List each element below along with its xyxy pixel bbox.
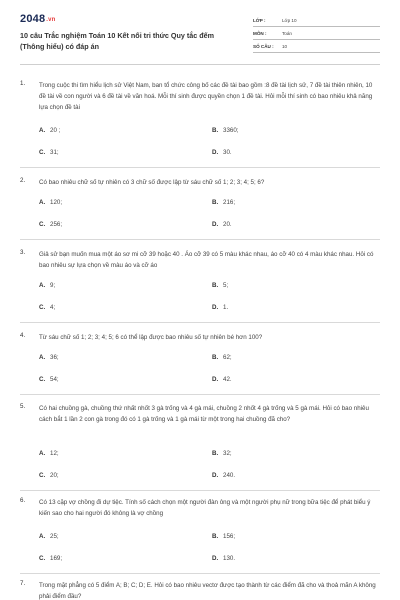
meta-row-subject (253, 27, 380, 40)
choice-c[interactable] (39, 149, 59, 156)
question-text: Có 13 cặp vợ chồng đi dự tiệc. Tính số cách chọn một người đàn ông và một người phụ nữ trong bữa tiệc để phát biểu ý kiến sao cho hai người đó không là vợ chồng (39, 499, 371, 517)
choice-letter: B. (212, 533, 219, 540)
choice-letter: D. (212, 376, 219, 383)
question-number: 2. (20, 177, 26, 184)
site-logo[interactable] (20, 13, 56, 25)
document-header (0, 0, 400, 66)
question-text: Có hai chuồng gà, chuồng thứ nhất nhốt 3 gà trống và 4 gà mái, chuồng 2 nhốt 4 gà trống và 5 gà mái. Hỏi có bao nhiêu cách bắt 1 lần 2 con gà trong đó có 1 gà trống và 1 gà mái từ một trong hai chuồng đã cho? (39, 405, 369, 423)
choice-a[interactable] (39, 450, 59, 457)
choice-letter: A. (39, 127, 46, 134)
meta-key: SỐ CÂU : (253, 43, 274, 49)
choice-a[interactable] (39, 354, 59, 361)
document-title: 10 câu Trắc nghiệm Toán 10 Kết nối tri thức Quy tắc đếm (Thông hiểu) có đáp án (20, 31, 214, 51)
choice-c[interactable] (39, 221, 62, 228)
meta-value: 10 (282, 43, 288, 49)
choice-text: 20; (50, 472, 59, 479)
choice-letter: B. (212, 199, 219, 206)
question-number: 6. (20, 497, 26, 504)
question-number: 4. (20, 332, 26, 339)
choice-letter: A. (39, 282, 46, 289)
meta-row-count (253, 40, 380, 53)
choice-letter: A. (39, 450, 46, 457)
choice-c[interactable] (39, 304, 55, 311)
question-divider (20, 322, 380, 323)
choice-text: 3360; (223, 127, 239, 134)
choice-a[interactable] (39, 199, 62, 206)
meta-value: Lớp 10 (282, 17, 297, 23)
choice-c[interactable] (39, 555, 62, 562)
choice-a[interactable] (39, 533, 59, 540)
choice-text: 169; (50, 555, 63, 562)
choice-c[interactable] (39, 472, 59, 479)
choice-d[interactable] (212, 472, 235, 479)
question-text: Có bao nhiêu chữ số tự nhiên có 3 chữ số được lập từ sáu chữ số 1; 2; 3; 4; 5; 6? (39, 179, 265, 186)
choice-text: 130. (223, 555, 236, 562)
choice-d[interactable] (212, 304, 228, 311)
meta-value: Toán (282, 30, 292, 36)
choice-text: 20. (223, 221, 232, 228)
metadata-table (253, 14, 380, 53)
choice-letter: C. (39, 376, 46, 383)
choice-text: 30. (223, 149, 232, 156)
choice-b[interactable] (212, 127, 238, 134)
choice-b[interactable] (212, 533, 235, 540)
choice-text: 31; (50, 149, 59, 156)
choice-b[interactable] (212, 199, 235, 206)
choice-letter: B. (212, 127, 219, 134)
choice-letter: D. (212, 555, 219, 562)
logo-main-text: 2048 (20, 13, 46, 25)
choice-text: 240. (223, 472, 236, 479)
meta-row-class (253, 14, 380, 27)
choice-text: 5; (223, 282, 229, 289)
choice-letter: B. (212, 450, 219, 457)
question-divider (20, 573, 380, 574)
choice-letter: D. (212, 472, 219, 479)
choice-b[interactable] (212, 354, 232, 361)
question-number: 7. (20, 580, 26, 587)
question-text: Trong cuộc thi tìm hiểu lịch sử Việt Nam, ban tổ chức công bố các đề tài bao gồm :8 đề tài lịch sử, 7 đề tài thiên nhiên, 10 đề tài về con người và 6 đề tài về văn hoá. Mỗi thí sinh được quyền chọn 1 đề tài. Hỏi mỗi thí sinh có bao nhiêu khả năng lựa chọn đề tài (39, 82, 373, 111)
choice-a[interactable] (39, 282, 55, 289)
choice-letter: C. (39, 221, 46, 228)
choice-text: 216; (223, 199, 236, 206)
choice-letter: D. (212, 304, 219, 311)
choice-text: 25; (50, 533, 59, 540)
question-number: 5. (20, 403, 26, 410)
choice-text: 32; (223, 450, 232, 457)
choice-letter: A. (39, 354, 46, 361)
question-divider (20, 394, 380, 395)
choice-text: 54; (50, 376, 59, 383)
question-text: Trong mặt phẳng có 5 điểm A; B; C; D; E. Hỏi có bao nhiêu vectơ được tạo thành từ các điểm đã cho và thoả mãn A không phải điểm đầu? (39, 582, 376, 600)
choice-text: 1. (223, 304, 229, 311)
header-rule (20, 64, 380, 65)
choice-c[interactable] (39, 376, 59, 383)
choice-d[interactable] (212, 555, 235, 562)
choice-d[interactable] (212, 149, 232, 156)
choice-letter: A. (39, 533, 46, 540)
choice-b[interactable] (212, 282, 228, 289)
choice-text: 120; (50, 199, 63, 206)
choice-letter: C. (39, 149, 46, 156)
choice-text: 9; (50, 282, 56, 289)
question-divider (20, 167, 380, 168)
choice-text: 36; (50, 354, 59, 361)
choice-b[interactable] (212, 450, 232, 457)
choice-letter: C. (39, 472, 46, 479)
choice-a[interactable] (39, 127, 60, 134)
question-divider (20, 239, 380, 240)
choice-d[interactable] (212, 221, 232, 228)
choice-text: 4; (50, 304, 56, 311)
choice-letter: D. (212, 221, 219, 228)
choice-text: 62; (223, 354, 232, 361)
question-number: 1. (20, 80, 26, 87)
choice-text: 20 ; (50, 127, 61, 134)
question-divider (20, 490, 380, 491)
question-number: 3. (20, 249, 26, 256)
question-text: Giả sử bạn muốn mua một áo sơ mi cỡ 39 hoặc 40 . Áo cỡ 39 có 5 màu khác nhau, áo cỡ 40 có 4 màu khác nhau. Hỏi có bao nhiêu sự lựa chọn về màu áo và cỡ áo (39, 251, 374, 269)
choice-text: 12; (50, 450, 59, 457)
choice-letter: C. (39, 555, 46, 562)
choice-letter: C. (39, 304, 46, 311)
choice-d[interactable] (212, 376, 232, 383)
meta-key: MÔN : (253, 30, 267, 36)
choice-text: 256; (50, 221, 63, 228)
choice-letter: B. (212, 354, 219, 361)
question-text: Từ sáu chữ số 1; 2; 3; 4; 5; 6 có thể lập được bao nhiêu số tự nhiên bé hơn 100? (39, 334, 263, 341)
choice-letter: D. (212, 149, 219, 156)
logo-suffix-text: .vn (46, 17, 56, 23)
choice-text: 156; (223, 533, 236, 540)
choice-letter: A. (39, 199, 46, 206)
choice-letter: B. (212, 282, 219, 289)
choice-text: 42. (223, 376, 232, 383)
meta-key: LỚP : (253, 17, 266, 23)
